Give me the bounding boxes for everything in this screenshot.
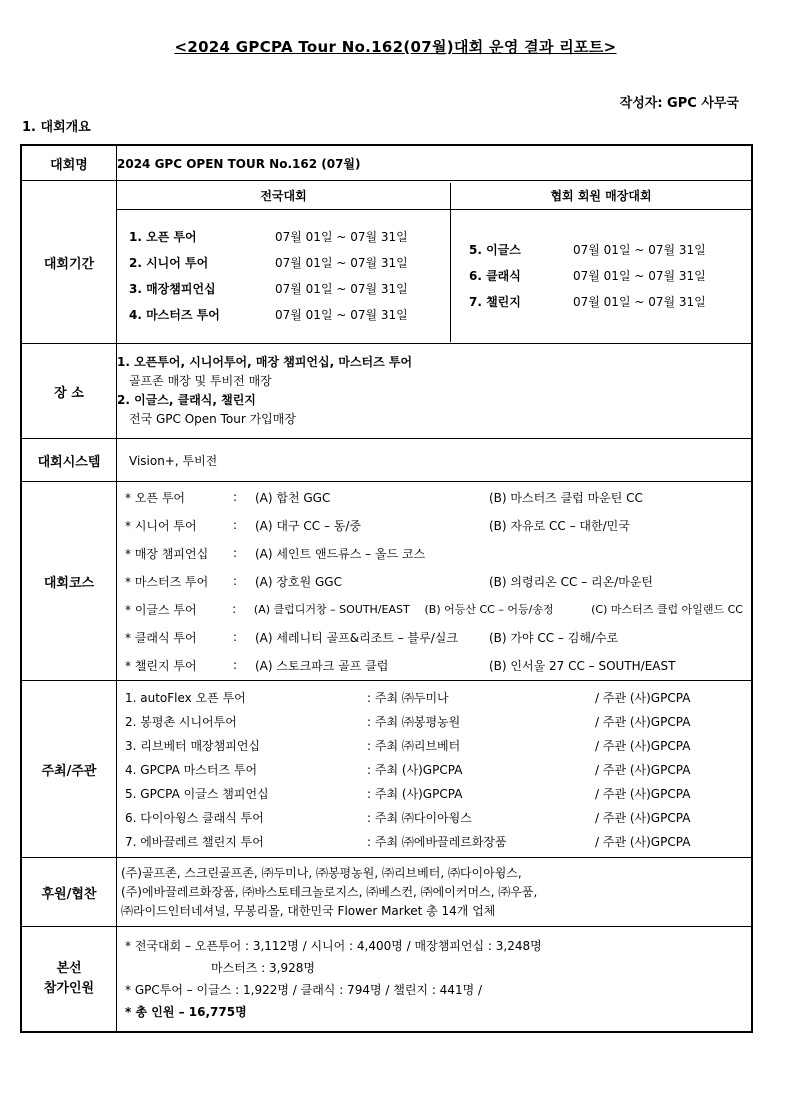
row-venue [21, 344, 752, 439]
label-course: 대회코스 [21, 482, 117, 681]
row-tournament-name [21, 145, 752, 181]
page-title: <2024 GPCPA Tour No.162(07월)대회 운영 결과 리포트> [174, 38, 617, 56]
venue-line: 2. 이글스, 클래식, 챌린지 [117, 393, 256, 407]
venue-line: 골프존 매장 및 투비전 매장 [129, 374, 272, 388]
period-item: 5. 이글스 07월 01일 ~ 07월 31일 [469, 243, 706, 257]
label-sponsor: 후원/협찬 [21, 858, 117, 927]
national-list [117, 209, 451, 342]
system-value: Vision+, 투비전 [117, 439, 753, 482]
course-cell [117, 482, 753, 681]
host-item: 3. 리브베터 매장챔피언십 : 주최 ㈜리브베터 / 주관 (사)GPCPA [125, 738, 691, 753]
period-item: 7. 챌린지 07월 01일 ~ 07월 31일 [469, 295, 706, 309]
member-head: 협회 회원 매장대회 [451, 183, 752, 210]
period-item: 3. 매장챔피언십 07월 01일 ~ 07월 31일 [129, 282, 408, 296]
venue-cell [117, 344, 753, 439]
row-sponsor [21, 858, 752, 927]
member-list [451, 209, 752, 342]
participants-total: * 총 인원 – 16,775명 [125, 1005, 247, 1019]
host-item: 6. 다이아윙스 클래식 투어 : 주최 ㈜다이아윙스 / 주관 (사)GPCPA [125, 810, 691, 825]
period-item: 2. 시니어 투어 07월 01일 ~ 07월 31일 [129, 256, 408, 270]
sponsor-cell [117, 858, 753, 927]
label-system: 대회시스템 [21, 439, 117, 482]
host-item: 2. 봉평촌 시니어투어 : 주최 ㈜봉평농원 / 주관 (사)GPCPA [125, 714, 691, 729]
host-cell [117, 681, 753, 858]
host-item: 7. 에바끌레르 챌린지 투어 : 주최 ㈜에바끌레르화장품 / 주관 (사)GPCPA [125, 834, 691, 849]
participants-line: 마스터즈 : 3,928명 [211, 961, 315, 975]
host-item: 1. autoFlex 오픈 투어 : 주최 ㈜두미나 / 주관 (사)GPCPA [125, 690, 691, 705]
label-host: 주최/주관 [21, 681, 117, 858]
row-course [21, 482, 752, 681]
row-period [21, 181, 752, 344]
course-item: * 챌린지 투어 : (A) 스토크파크 골프 클럽 (B) 인서울 27 CC – SOUTH/EAST [125, 658, 676, 673]
row-system [21, 439, 752, 482]
sponsor-line: ㈜라이드인터네셔널, 무봉리몰, 대한민국 Flower Market 총 14개 업체 [121, 903, 496, 918]
period-item: 1. 오픈 투어 07월 01일 ~ 07월 31일 [129, 230, 408, 244]
host-item: 5. GPCPA 이글스 챔피언십 : 주최 (사)GPCPA / 주관 (사)GPCPA [125, 786, 691, 801]
participants-line: * GPC투어 – 이글스 : 1,922명 / 클래식 : 794명 / 챌린지 : 441명 / [125, 983, 483, 997]
row-participants [21, 927, 752, 1033]
national-head: 전국대회 [117, 183, 451, 210]
tournament-name-value: 2024 GPC OPEN TOUR No.162 (07월) [117, 145, 753, 181]
course-item: * 마스터즈 투어 : (A) 장호원 GGC (B) 의령리온 CC – 리온/마운틴 [125, 574, 653, 589]
period-item: 4. 마스터즈 투어 07월 01일 ~ 07월 31일 [129, 308, 408, 322]
venue-line: 1. 오픈투어, 시니어투어, 매장 챔피언십, 마스터즈 투어 [117, 355, 413, 369]
sponsor-line: (주)에바끌레르화장품, ㈜바스토테크놀로지스, ㈜베스컨, ㈜에이커머스, ㈜우품, [121, 884, 538, 899]
label-tournament-name: 대회명 [21, 145, 117, 181]
sponsor-line: (주)골프존, 스크린골프존, ㈜두미나, ㈜봉평농원, ㈜리브베터, ㈜다이아윙스, [121, 865, 522, 880]
course-item: * 이글스 투어 : (A) 클럽디거창 – SOUTH/EAST (B) 어등산 CC – 어등/송정 (C) 마스터즈 클럽 아일랜드 CC [125, 602, 743, 617]
participants-line: * 전국대회 – 오픈투어 : 3,112명 / 시니어 : 4,400명 / 매장챔피언십 : 3,248명 [125, 939, 542, 953]
overview-table [20, 144, 753, 1033]
venue-line: 전국 GPC Open Tour 가입매장 [129, 412, 296, 426]
host-item: 4. GPCPA 마스터즈 투어 : 주최 (사)GPCPA / 주관 (사)GPCPA [125, 762, 691, 777]
label-venue: 장 소 [21, 344, 117, 439]
label-participants: 본선 참가인원 [21, 927, 117, 1033]
course-item: * 시니어 투어 : (A) 대구 CC – 동/중 (B) 자유로 CC – 대한/민국 [125, 518, 630, 533]
label-period: 대회기간 [21, 181, 117, 344]
author-label: 작성자: GPC 사무국 [619, 96, 739, 111]
course-item: * 클래식 투어 : (A) 세레니티 골프&리조트 – 블루/실크 (B) 가야 CC – 김해/수로 [125, 630, 619, 645]
section-heading: 1. 대회개요 [22, 120, 91, 135]
participants-cell [117, 927, 753, 1033]
period-item: 6. 클래식 07월 01일 ~ 07월 31일 [469, 269, 706, 283]
period-inner-table [117, 183, 751, 342]
course-item: * 매장 챔피언십 : (A) 세인트 앤드류스 – 올드 코스 [125, 546, 426, 561]
course-item: * 오픈 투어 : (A) 합천 GGC (B) 마스터즈 클럽 마운틴 CC [125, 490, 643, 505]
period-cell [117, 181, 753, 344]
row-host [21, 681, 752, 858]
